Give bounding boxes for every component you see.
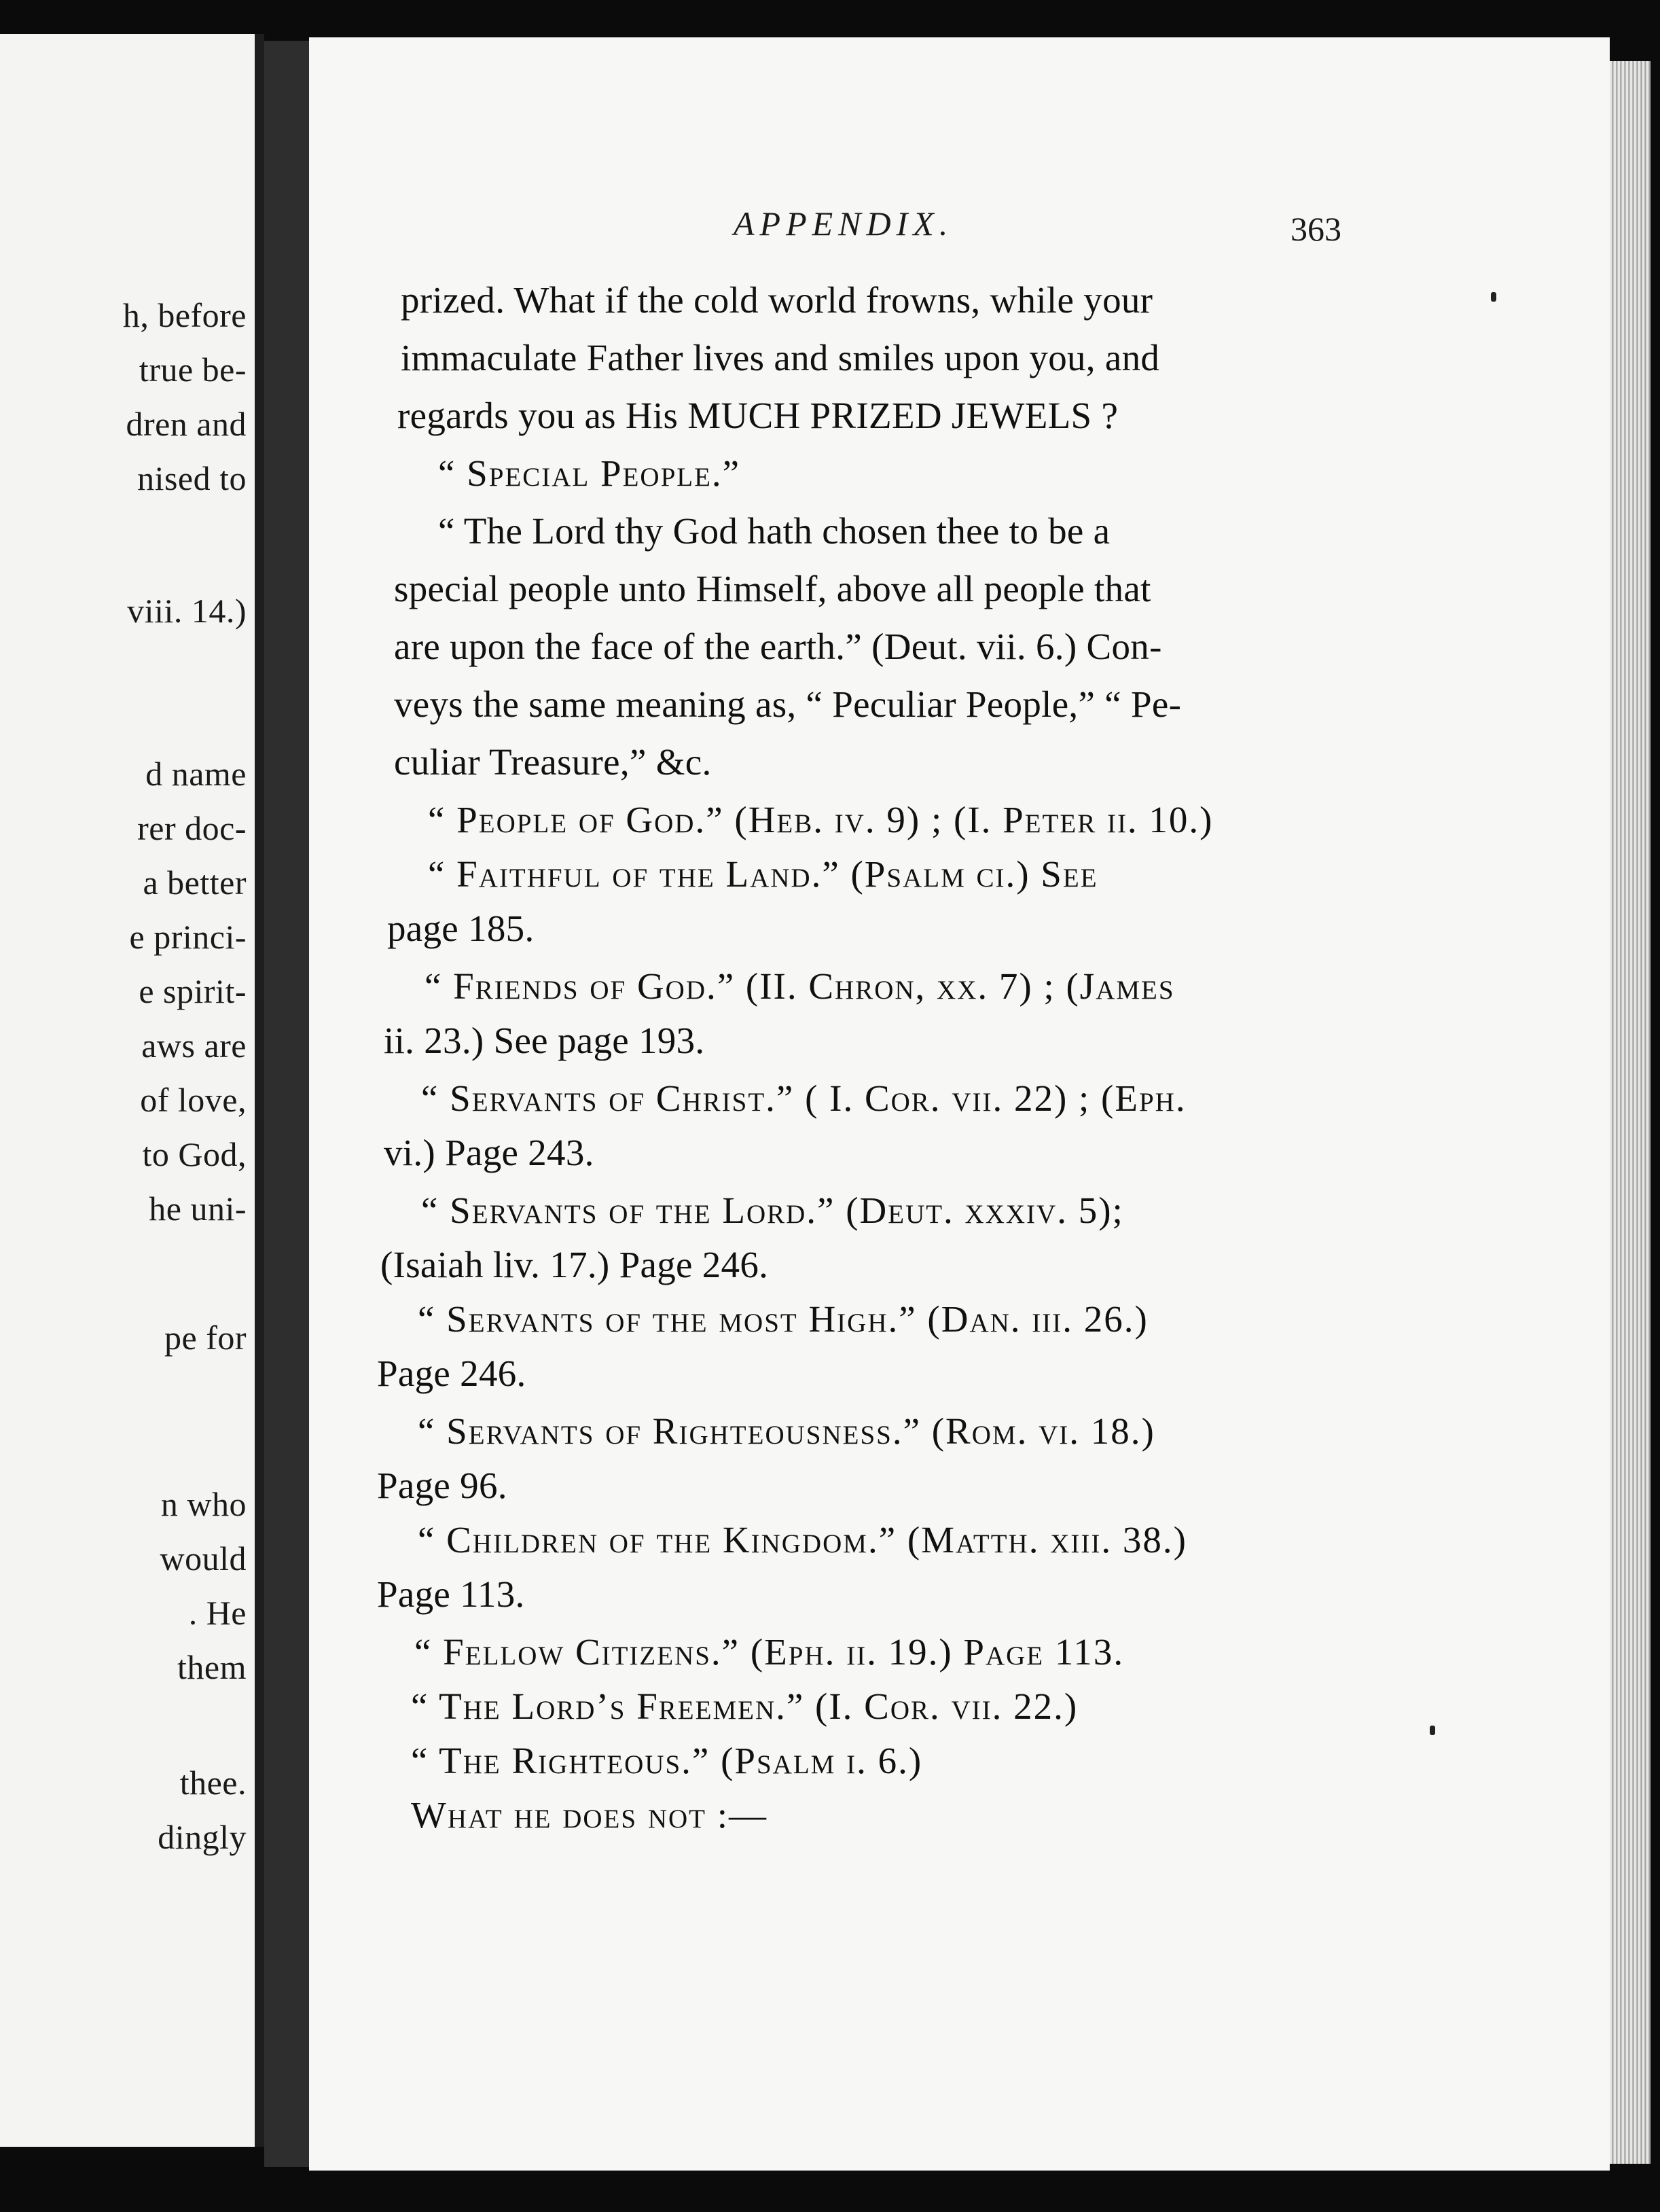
left-page-line: them xyxy=(177,1648,247,1686)
left-page-line: pe for xyxy=(164,1319,247,1357)
text-line: Page 96. xyxy=(377,1465,507,1506)
section-heading: “ Fellow Citizens.” (Eph. ii. 19.) Page 113. xyxy=(414,1631,1125,1673)
left-page-line: thee. xyxy=(179,1764,247,1802)
text-line: Page 113. xyxy=(377,1573,525,1615)
text-line: “ The Lord thy God hath chosen thee to be a xyxy=(438,510,1111,552)
section-heading: “ Servants of the most High.” (Dan. iii. 26.) xyxy=(418,1298,1149,1340)
section-heading: “ Children of the Kingdom.” (Matth. xiii. 38.) xyxy=(418,1519,1187,1560)
ink-speck xyxy=(1491,292,1496,302)
left-page-line: dren and xyxy=(126,405,247,443)
left-page-line: a better xyxy=(143,863,247,902)
left-page-line: he uni- xyxy=(149,1190,247,1228)
text-line: special people unto Himself, above all people that xyxy=(394,568,1151,609)
section-heading: What he does not :— xyxy=(411,1794,768,1836)
left-page-line: e spirit- xyxy=(139,972,247,1010)
text-line: veys the same meaning as, “ Peculiar People,” “ Pe- xyxy=(394,683,1182,725)
section-heading: “ Friends of God.” (II. Chron, xx. 7) ; (James xyxy=(425,965,1175,1007)
left-page-line: viii. 14.) xyxy=(127,592,247,630)
left-page-line: d name xyxy=(145,755,247,793)
text-line: Page 246. xyxy=(377,1353,526,1394)
left-page-line: rer doc- xyxy=(137,809,247,847)
section-heading: “ Faithful of the Land.” (Psalm ci.) See xyxy=(428,853,1098,895)
section-heading: “ Special People.” xyxy=(438,452,741,494)
left-page-line: true be- xyxy=(139,351,247,389)
section-heading: “ Servants of Righteousness.” (Rom. vi. 18.) xyxy=(418,1410,1155,1452)
section-heading: “ People of God.” (Heb. iv. 9) ; (I. Peter ii. 10.) xyxy=(428,799,1214,840)
section-heading: “ Servants of Christ.” ( I. Cor. vii. 22) ; (Eph. xyxy=(421,1077,1187,1119)
left-page-line: . He xyxy=(188,1594,247,1632)
section-heading: “ The Righteous.” (Psalm i. 6.) xyxy=(411,1740,923,1781)
page-edges xyxy=(1610,61,1650,2164)
left-page-line: aws are xyxy=(141,1027,247,1065)
left-page-line: to God, xyxy=(142,1135,247,1173)
text-line: regards you as His MUCH PRIZED JEWELS ? xyxy=(397,395,1119,436)
ink-speck xyxy=(1430,1726,1435,1735)
left-page-line: n who xyxy=(160,1485,247,1523)
left-page-line: would xyxy=(160,1539,247,1577)
text-line: immaculate Father lives and smiles upon you, and xyxy=(401,337,1160,378)
running-head: APPENDIX. xyxy=(734,204,954,243)
section-heading: “ The Lord’s Freemen.” (I. Cor. vii. 22.) xyxy=(411,1685,1079,1727)
left-page-line: e princi- xyxy=(129,918,247,956)
text-line: are upon the face of the earth.” (Deut. vii. 6.) Con- xyxy=(394,626,1162,667)
book-gutter xyxy=(264,41,309,2167)
text-line: vi.) Page 243. xyxy=(384,1132,594,1173)
page-number: 363 xyxy=(1291,210,1341,248)
left-page-line: nised to xyxy=(137,459,247,497)
text-line: ii. 23.) See page 193. xyxy=(384,1020,705,1061)
left-page-line: dingly xyxy=(158,1818,247,1856)
section-heading: “ Servants of the Lord.” (Deut. xxxiv. 5); xyxy=(421,1190,1124,1231)
text-line: prized. What if the cold world frowns, while your xyxy=(401,279,1153,321)
left-page-line: h, before xyxy=(122,296,247,334)
text-line: culiar Treasure,” &c. xyxy=(394,741,712,783)
left-page-line: of love, xyxy=(140,1081,247,1119)
text-line: (Isaiah liv. 17.) Page 246. xyxy=(380,1244,769,1285)
text-line: page 185. xyxy=(387,908,535,949)
left-page xyxy=(0,34,264,2147)
